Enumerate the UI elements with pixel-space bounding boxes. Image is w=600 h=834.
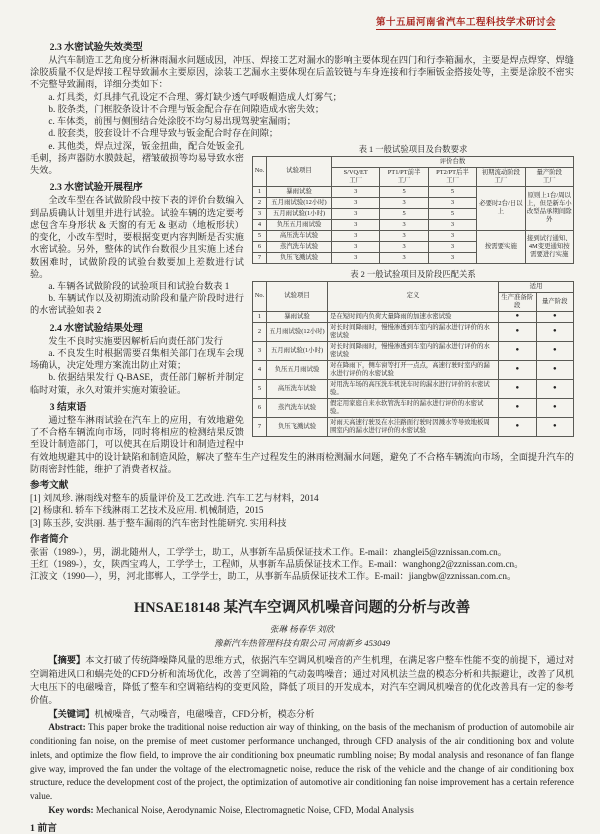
- cell-test-name: 五月雨试验(12小时): [267, 197, 332, 208]
- col-name: PT2/PT后半: [436, 168, 469, 176]
- cell-count: 3: [428, 197, 476, 208]
- intro-section-heading: 1 前言: [30, 822, 57, 834]
- abstract-text: 本文打破了传统降噪降风量的思维方式，依据汽车空调风机噪音的产生机理，在满足客户整车性能不变的前提下，通过对空调箱进风口和蜗壳处的CFD分析和流场优化，改善了空调箱的气动轰鸣噪音；通过对风机法兰盘的模态分析和共振避让，改善了风机大电压下的电磁噪音，降低了整车和空调箱结构的变更风险，降低了项目的开发成本，对汽车空调风机噪音的优化改善具有一定的参考价值。: [30, 655, 575, 706]
- cell-no: 7: [253, 417, 267, 436]
- cell-definition: 对长时间降雨时，慢慢渗透到车室内的漏水进行评价的水密试验: [328, 341, 499, 360]
- paragraph-result-handling: 发生不良时实施要因解析后向责任部门发行: [48, 335, 223, 346]
- table-row: [253, 281, 574, 292]
- cell-no: 3: [253, 341, 267, 360]
- cell-test-name: 五月雨试验(12小时): [267, 322, 328, 341]
- table1-test-items-and-counts: [252, 156, 574, 264]
- paper-authors: 张琳 杨春华 刘欣: [269, 624, 335, 635]
- cell-definition: 对用洗车场的高压洗车机洗车时的漏水进行评价的水密试验。: [328, 379, 499, 398]
- table-row: [253, 311, 574, 322]
- cell-count: 5: [428, 186, 476, 197]
- cell-count: 3: [380, 197, 428, 208]
- cell-count: 3: [428, 241, 476, 252]
- table-row: [253, 417, 574, 436]
- cell-test-name: 高压洗车试验: [267, 230, 332, 241]
- table2-header-no: No.: [253, 281, 267, 311]
- section-heading-test-procedure: 2.3 水密试验开展程序: [49, 182, 143, 194]
- cell-count: 3: [380, 252, 428, 263]
- reference-3: [3] 陈玉莎, 安洪丽. 基于整车漏雨的汽车密封性能研究. 实用科技: [30, 517, 287, 528]
- second-paper: [30, 582, 574, 833]
- cell-count: 3: [332, 219, 380, 230]
- conference-header: [30, 12, 556, 30]
- table1-col-production: [525, 167, 573, 186]
- cell-test-name: 负压五月雨试验: [267, 360, 328, 379]
- cell-test-name: 高压洗车试验: [267, 379, 328, 398]
- paragraph-test-procedure: 全改车型在各试做阶段中按下表的评价台数编入到品质确认计划里并进行试验。试验车辆的选定要考虑包含车身形状 & 天窗的有无 & 驱动（地板形状）的变化，小改车型时，要根据变更内容判断是否实施水密试验。另外，整体的试作台数很少且实施上述台数困难时，试做阶段的试验台数要加上差数进行试验。: [30, 195, 244, 279]
- cell-count: 3: [380, 230, 428, 241]
- table2-header-definition: 定义: [328, 281, 499, 311]
- apply-dot: ●: [536, 341, 574, 360]
- table-row: [253, 341, 574, 360]
- table1-col-pt1: [380, 167, 428, 186]
- cell-no: 1: [253, 311, 267, 322]
- table1-col-initial: [477, 167, 525, 186]
- paragraph-conclusion: 通过整车淋雨试验在汽车上的应用，有效地避免了不合格车辆流向市场，同时将相应的检测结果反馈至设计制造部门，可以使其在后期设计和制造过程中有效地规避其中的设计缺陷和制造风险，解决了整车生产过程发生的淋雨检测漏水问题，避免了不合格车辆流向市场，全面提升汽车的防雨密封性能，维护了消费者权益。: [30, 414, 574, 474]
- abstract-cn: [30, 654, 574, 707]
- list-item-b-seals: b. 胶条类，门框胶条设计不合理与钣金配合存在间隙造成水密失效；: [48, 103, 325, 114]
- cell-initial-note-top: 必要时2台/日以上: [477, 186, 525, 230]
- cell-count: 3: [428, 219, 476, 230]
- table1-header-no: No.: [253, 156, 267, 186]
- cell-test-name: 五月雨试验(1小时): [267, 341, 328, 360]
- col-sub: 工厂: [494, 176, 508, 184]
- cell-no: 2: [253, 197, 267, 208]
- cell-count: 3: [332, 186, 380, 197]
- cell-definition: 是在短时间内负荷大量降雨的加速水密试验: [328, 311, 499, 322]
- cell-test-name: 负压五月雨试验: [267, 219, 332, 230]
- cell-count: 5: [380, 186, 428, 197]
- list-item-d-grommets: d. 胶套类，胶套设计不合理导致与钣金配合时存在间隙；: [48, 128, 279, 139]
- abstract-en: [30, 721, 574, 804]
- paragraph-failure-causes: 从汽车制造工艺角度分析淋雨漏水问题成因，冲压、焊接工艺对漏水的影响主要体现在四门和行李箱漏水，主要是焊点焊穿、焊缝涂胶质量不仅是焊接工程导致漏水主要原因，涂装工艺漏水主要体现在后盖铰链与车身连接和行李厢钣金搭接处等，主要是涂胶不密实不完整导致漏雨，详细分类如下：: [30, 55, 574, 90]
- table2-col-production: 量产阶段: [536, 292, 574, 311]
- cell-test-name: 负压飞溅试验: [267, 417, 328, 436]
- cell-no: 4: [253, 219, 267, 230]
- cell-no: 6: [253, 398, 267, 417]
- keywords-cn: [30, 708, 574, 721]
- apply-dot: ●: [499, 379, 537, 398]
- list-item-a-lamps: a. 灯具类，灯具排气孔设定不合理、雾灯缺少透气呼吸帽造成人灯雾气；: [48, 91, 342, 102]
- cell-no: 7: [253, 252, 267, 263]
- col-sub: 工厂: [542, 176, 556, 184]
- col-name: PT1/PT前半: [387, 168, 421, 176]
- cell-count: 3: [380, 241, 428, 252]
- cell-no: 6: [253, 241, 267, 252]
- col-name: 初期流动阶段: [481, 168, 521, 176]
- col-sub: 工厂: [397, 176, 411, 184]
- apply-dot: ●: [499, 341, 537, 360]
- col-sub: 工厂: [446, 176, 459, 184]
- list-item-a-onsite-confirm: a. 不良发生时根据需要召集相关部门在现车会现场确认，决定处理方案流出防止对策；: [30, 347, 244, 371]
- cell-production-note-top: 原则上1台/周以上，但是新车小改型品承期间除外: [525, 186, 573, 230]
- apply-dot: ●: [499, 417, 537, 436]
- keywords-en: [30, 804, 574, 818]
- col-name: 量产阶段: [536, 168, 563, 176]
- cell-count: 3: [428, 230, 476, 241]
- author-bio-heading: 作者简介: [30, 533, 69, 545]
- cell-definition: 假定用家庭自来水软管洗车时的漏水进行评价的水密试验。: [328, 398, 499, 417]
- reference-1: [1] 刘凤珍. 淋雨线对整车的质量评价及工艺改进. 汽车工艺与材料，2014: [30, 493, 319, 504]
- apply-dot: ●: [499, 360, 537, 379]
- apply-dot: ●: [536, 379, 574, 398]
- reference-2: [2] 杨康和. 轿车下线淋雨工艺技术及应用. 机械制造，2015: [30, 505, 264, 516]
- cell-count: 3: [332, 230, 380, 241]
- apply-dot: ●: [499, 398, 537, 417]
- cell-test-name: 暴雨试验: [267, 186, 332, 197]
- abstract-label: 【摘要】: [48, 655, 86, 666]
- cell-count: 3: [380, 219, 428, 230]
- table-row: [253, 186, 574, 197]
- cell-test-name: 蒸汽洗车试验: [267, 241, 332, 252]
- references-heading: 参考文献: [30, 480, 69, 492]
- cell-no: 4: [253, 360, 267, 379]
- table1-title: 表 1 一般试验项目及台数要求: [358, 144, 468, 154]
- cell-count: 3: [332, 252, 380, 263]
- table2-title: 表 2 一般试验项目及阶段匹配关系: [350, 269, 476, 279]
- col-sub: 工厂: [349, 176, 363, 184]
- cell-definition: 对雨天高速行驶及在水洼路面行驶时因溅水等导致地板周围室内的漏水进行评价的水密试验: [328, 417, 499, 436]
- apply-dot: ●: [499, 322, 537, 341]
- author-bio-1: 张雷（1989-），男，湖北随州人，工学学士，助工，从事新车品质保证技术工作。E-mail：zhanglei5@zznissan.com.cn。: [30, 546, 507, 557]
- cell-no: 1: [253, 186, 267, 197]
- author-bio-3: 江波文（1990—），男，河北邯郸人，工学学士，助工，从事新车品质保证技术工作。E-mail：jiangbw@zznissan.com.cn。: [30, 571, 517, 582]
- paper-affiliation: 豫新汽车热管理科技有限公司 河南新乡 453049: [213, 638, 391, 649]
- list-item-e-others: e. 其他类，焊点过深，钣金扭曲，配合处钣金孔毛刺，扬声器防水膜鼓起，褶皱破损等均易导致水密失效。: [30, 140, 244, 176]
- paper-title: HNSAE18148 某汽车空调风机噪音问题的分析与改善: [133, 600, 471, 617]
- table1-col-svqet: [332, 167, 380, 186]
- table1-col-pt2: [428, 167, 476, 186]
- keywords-label: 【关键词】: [48, 708, 95, 719]
- abstract-en-label: Abstract:: [48, 722, 86, 733]
- cell-count: 5: [380, 208, 428, 219]
- cell-test-name: 蒸汽洗车试验: [267, 398, 328, 417]
- apply-dot: ●: [499, 311, 537, 322]
- table-row: [253, 230, 574, 241]
- abstract-en-text: This paper broke the traditional noise reduction air way of thinking, on the basis of the mechanism of production of automobile air conditioning fan noise, on the premise of meet customer performance unchanged, through CFD analysis of the air conditioning box and volute inlets, and optimize the flow field, to improve the air conditioning box pneumatic rumbling noise; By modal analysis and resonance of fan flange give way, improved the fan under the voltage of the electromagnetic noise, reduce the risk of the vehicle and the change of air conditioning box structure, reduce the development cost of the project, the optimization of automotive air conditioning fan noise improvement has a certain reference value.: [30, 722, 574, 802]
- list-item-b-qbase: b. 依据结果发行 Q-BASE，责任部门解析并制定临时对策，永久对策并实施对策验证。: [30, 372, 244, 395]
- apply-dot: ●: [536, 322, 574, 341]
- cell-no: 5: [253, 230, 267, 241]
- cell-count: 3: [332, 241, 380, 252]
- table2-col-preproduction: 生产准备阶段: [499, 292, 537, 311]
- cell-test-name: 五月雨试验(1小时): [267, 208, 332, 219]
- list-item-a-table1-ref: a. 车辆各试做阶段的试验项目和试验台数表 1: [48, 280, 230, 291]
- keywords-en-text: Mechanical Noise, Aerodynamic Noise, Electromagnetic Noise, CFD, Modal Analysis: [93, 804, 414, 815]
- cell-count: 5: [428, 208, 476, 219]
- apply-dot: ●: [536, 311, 574, 322]
- cell-count: 3: [428, 252, 476, 263]
- table2-header-item: 试验项目: [267, 281, 328, 311]
- cell-definition: 对在降雨下，侧车窗等打开一点点，高速行驶时室内的漏水进行评价的水密试验: [328, 360, 499, 379]
- cell-no: 2: [253, 322, 267, 341]
- apply-dot: ●: [536, 417, 574, 436]
- table-row: [253, 379, 574, 398]
- cell-production-note-bottom: 接到试行通知、4M变更通知按需要进行实施: [525, 230, 573, 263]
- section-heading-failure-types: 2.3 水密试验失效类型: [49, 42, 143, 53]
- cell-count: 3: [332, 197, 380, 208]
- section-heading-result-handling: 2.4 水密试验结果处理: [49, 322, 143, 334]
- table1-header-group: 评价台数: [332, 156, 574, 167]
- col-name: S/VQ/ET: [343, 168, 368, 176]
- tables-block: [252, 141, 574, 437]
- list-item-b-table2-ref: b. 车辆试作以及初期流动阶段和量产阶段时进行的水密试验如表 2: [30, 293, 244, 316]
- table1-header-item: 试验项目: [267, 156, 332, 186]
- cell-test-name: 负压飞溅试验: [267, 252, 332, 263]
- cell-initial-note-bottom: 按需要实施: [477, 230, 525, 263]
- table-row: [253, 156, 574, 167]
- apply-dot: ●: [536, 360, 574, 379]
- table-row: [253, 398, 574, 417]
- table2-test-stage-matrix: [252, 281, 574, 437]
- cell-no: 3: [253, 208, 267, 219]
- table-row: [253, 360, 574, 379]
- keywords-text: 机械噪音，气动噪音，电磁噪音，CFD分析，模态分析: [94, 708, 315, 719]
- apply-dot: ●: [536, 398, 574, 417]
- author-bio-2: 王红（1989-），女，陕西宝鸡人，工学学士，工程师，从事新车品质保证技术工作。E-mail：wanghong2@zznissan.com.cn。: [30, 558, 524, 569]
- table2-header-apply: 适用: [499, 281, 574, 292]
- cell-test-name: 暴雨试验: [267, 311, 328, 322]
- keywords-en-label: Key words:: [48, 804, 94, 815]
- cell-definition: 对长时间降雨时，慢慢渗透到车室内的漏水进行评价的水密试验: [328, 322, 499, 341]
- conference-title: 第十五届河南省汽车工程科技学术研讨会: [375, 18, 556, 28]
- list-item-c-body: c. 车体类，前围与侧围结合处涂胶不均匀易出现驾驶室漏雨；: [48, 116, 296, 127]
- cell-count: 3: [332, 208, 380, 219]
- section-heading-conclusion: 3 结束语: [49, 401, 87, 413]
- table-row: [253, 322, 574, 341]
- cell-no: 5: [253, 379, 267, 398]
